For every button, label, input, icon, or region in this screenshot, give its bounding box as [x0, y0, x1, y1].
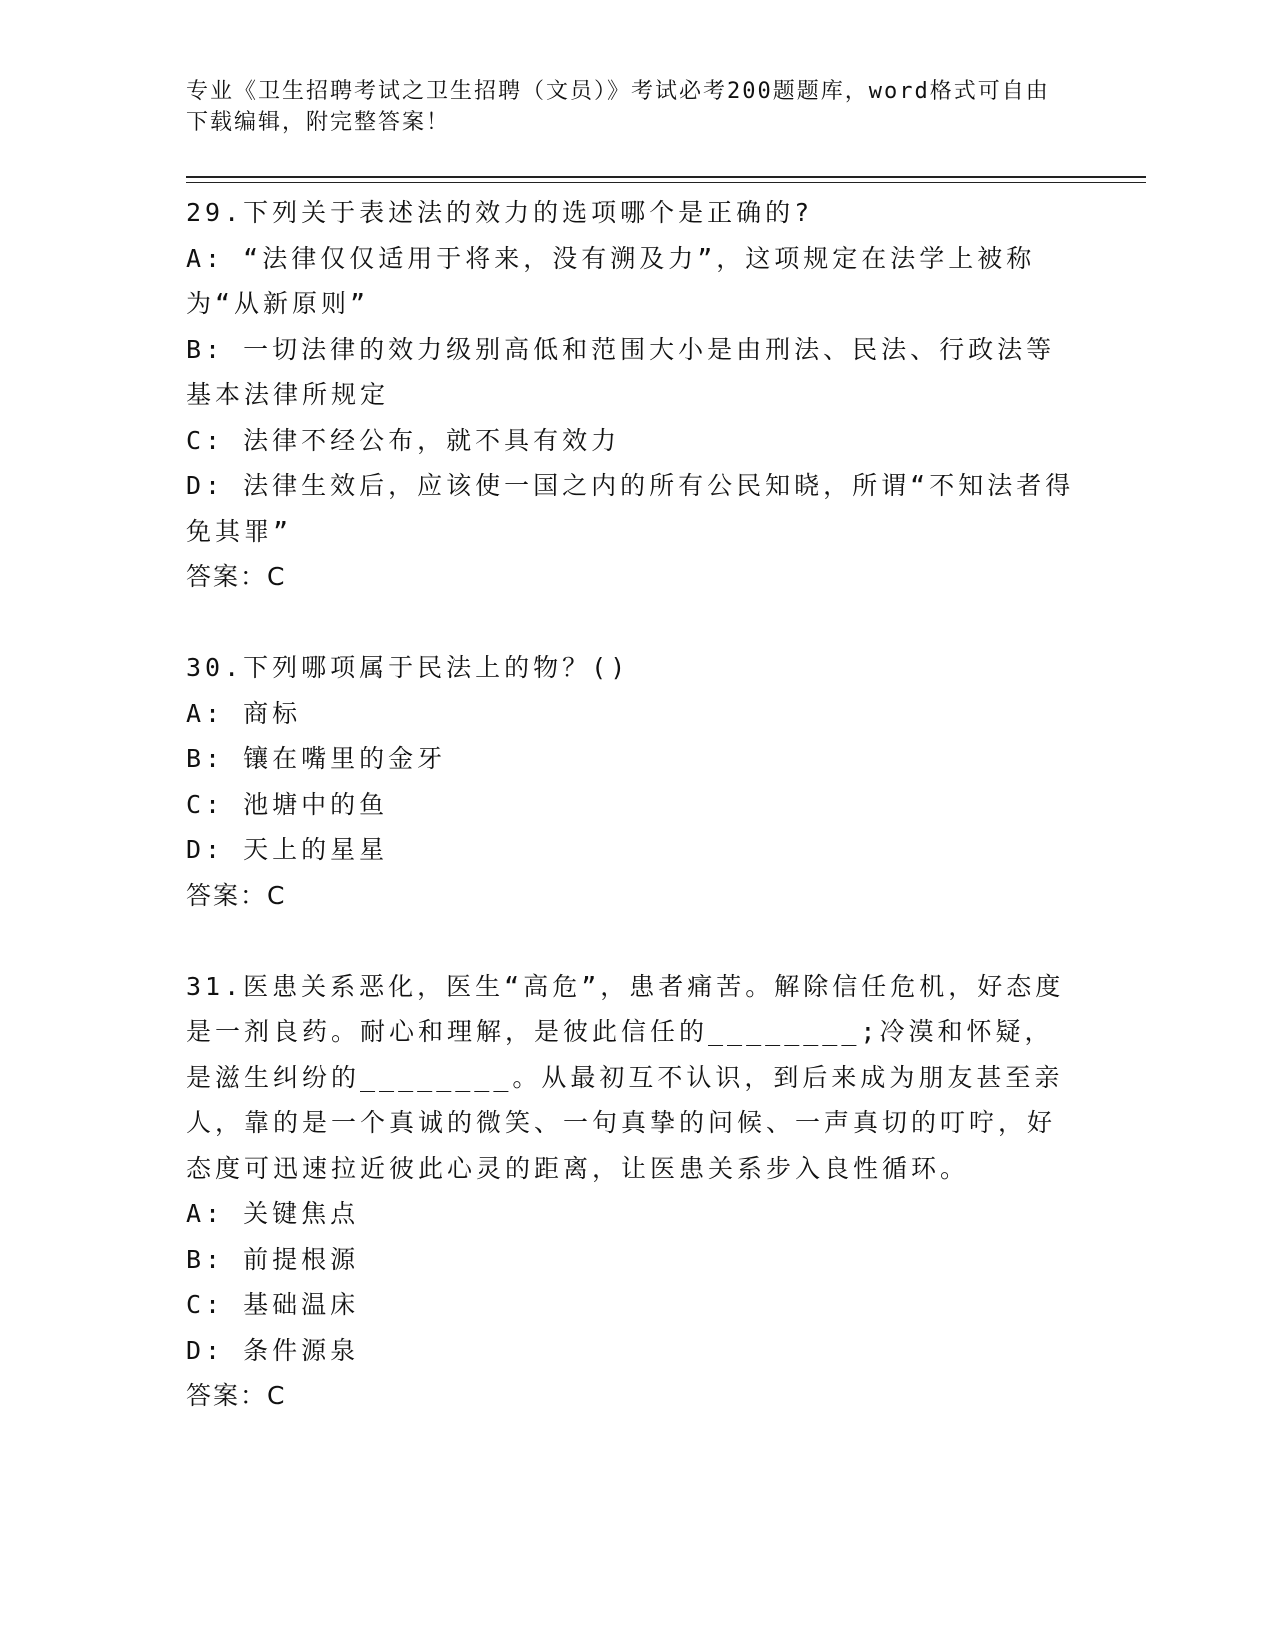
option-a: A: 关键焦点	[186, 1199, 360, 1228]
question-29	[186, 190, 1076, 600]
option-d: D: 法律生效后，应该使一国之内的所有公民知晓，所谓“不知法者得免其罪”	[186, 471, 1075, 546]
question-30	[186, 645, 1076, 918]
option-c: C: 池塘中的鱼	[186, 789, 389, 819]
option-a: A: “法律仅仅适用于将来，没有溯及力”，这项规定在法学上被称为“从新原则”	[186, 243, 1036, 318]
header-divider-thick	[186, 176, 1146, 178]
answer-line: 答案：C	[186, 562, 287, 591]
document-header: 专业《卫生招聘考试之卫生招聘（文员）》考试必考200题题库，word格式可自由下载编辑，附完整答案！	[186, 79, 1050, 135]
header-divider-thin	[186, 182, 1146, 183]
option-b: B: 镶在嘴里的金牙	[186, 744, 447, 773]
option-b: B: 前提根源	[186, 1244, 360, 1274]
question-stem: 30.下列哪项属于民法上的物？()	[186, 653, 630, 682]
question-31	[186, 964, 1076, 1419]
answer-line: 答案：C	[186, 1381, 287, 1410]
question-stem: 29.下列关于表述法的效力的选项哪个是正确的?	[186, 198, 814, 227]
answer-line: 答案：C	[186, 880, 287, 910]
question-stem: 31.医患关系恶化，医生“高危”，患者痛苦。解除信任危机，好态度是一剂良药。耐心和理解，是彼此信任的________;冷漠和怀疑，是滋生纠纷的________。从最初互不认识，到后来成为朋友甚至亲人，靠的是一个真诚的微笑、一句真挚的问候、一声真切的叮咛，好态度可迅速拉近彼此心灵的距离，让医患关系步入良性循环。	[186, 971, 1065, 1183]
option-b: B: 一切法律的效力级别高低和范围大小是由刑法、民法、行政法等基本法律所规定	[186, 334, 1056, 409]
option-c: C: 基础温床	[186, 1290, 360, 1319]
option-d: D: 天上的星星	[186, 835, 389, 864]
question-list	[186, 190, 1076, 1419]
question-spacer	[186, 600, 1076, 646]
option-d: D: 条件源泉	[186, 1335, 360, 1365]
option-a: A: 商标	[186, 698, 302, 728]
option-c: C: 法律不经公布，就不具有效力	[186, 425, 621, 455]
question-spacer	[186, 918, 1076, 964]
